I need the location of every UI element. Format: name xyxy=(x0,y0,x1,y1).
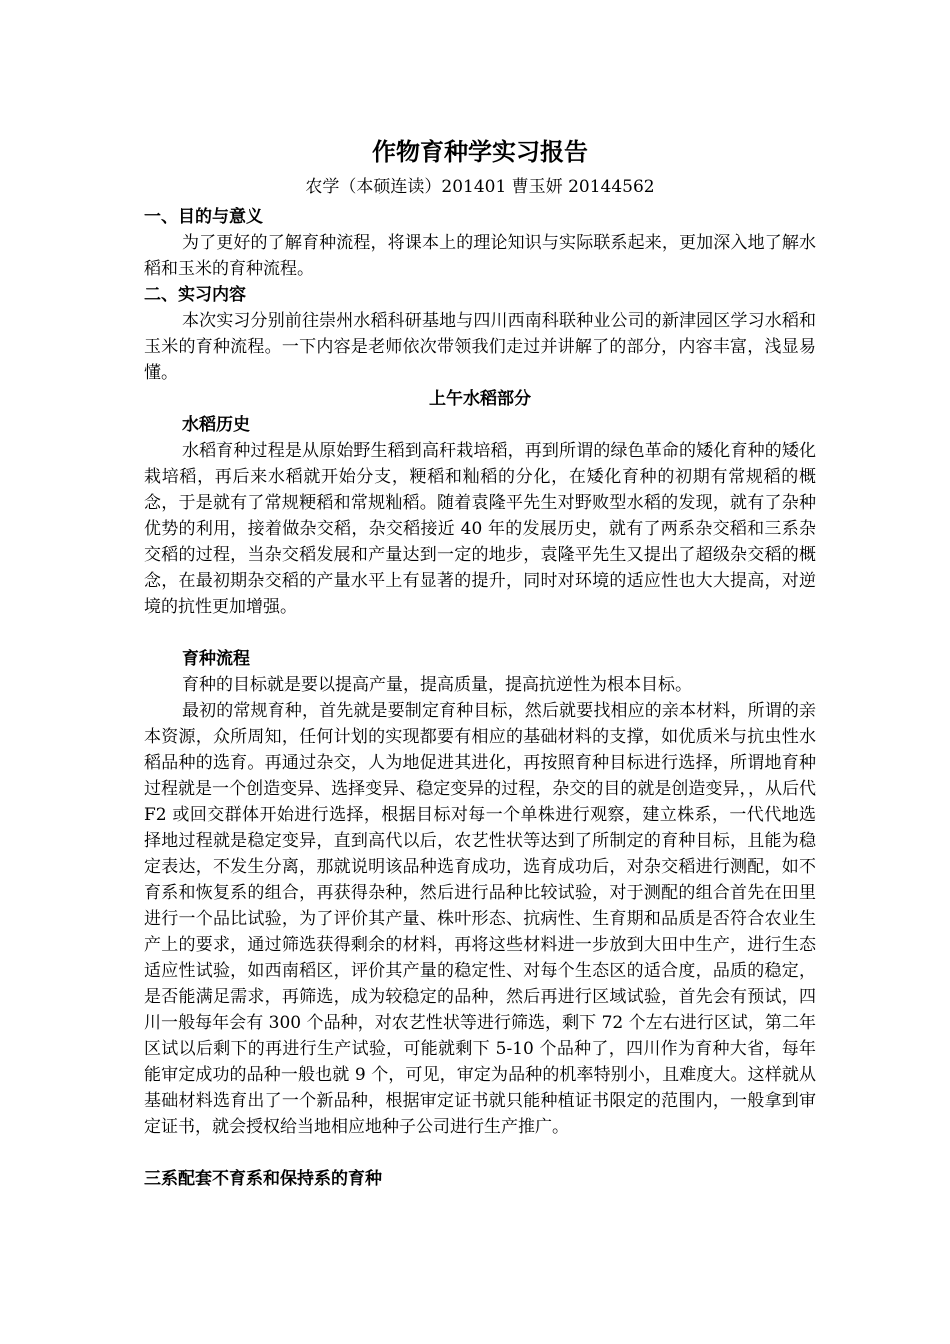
blank-line xyxy=(144,1140,816,1166)
blank-line xyxy=(144,620,816,646)
section-heading-purpose: 一、目的与意义 xyxy=(144,207,263,227)
paragraph-content: 本次实习分别前往崇州水稻科研基地与四川西南科联种业公司的新津园区学习水稻和玉米的育种流程。一下内容是老师依次带领我们走过并讲解了的部分，内容丰富，浅显易懂。 xyxy=(144,311,816,383)
paragraph-breeding-goal: 育种的目标就是要以提高产量，提高质量，提高抗逆性为根本目标。 xyxy=(182,675,692,695)
paragraph-rice-history: 水稻育种过程是从原始野生稻到高秆栽培稻，再到所谓的绿色革命的矮化育种的矮化栽培稻，再后来水稻就开始分支，粳稻和籼稻的分化，在矮化育种的初期有常规稻的概念，于是就有了常规粳稻和常规籼稻。随着袁隆平先生对野败型水稻的发现，就有了杂种优势的利用，接着做杂交稻，杂交稻接近 40 年的发展历史，就有了两系杂交稻和三系杂交稻的过程，当杂交稻发展和产量达到一定的地步，袁隆平先生又提出了超级杂交稻的概念，在最初期杂交稻的产量水平上有显著的提升，同时对环境的适应性也大大提高，对逆境的抗性更加增强。 xyxy=(144,441,816,617)
paragraph-purpose: 为了更好的了解育种流程，将课本上的理论知识与实际联系起来，更加深入地了解水稻和玉米的育种流程。 xyxy=(144,233,816,279)
section-heading-content: 二、实习内容 xyxy=(144,285,246,305)
part-heading-rice: 上午水稻部分 xyxy=(429,389,531,409)
subheading-breeding-process: 育种流程 xyxy=(182,649,250,669)
document-body xyxy=(144,132,816,1192)
author-line: 农学（本硕连读）201401 曹玉妍 20144562 xyxy=(305,177,655,197)
subheading-rice-history: 水稻历史 xyxy=(182,415,250,435)
document-title: 作物育种学实习报告 xyxy=(372,138,588,166)
section-heading-three-line: 三系配套不育系和保持系的育种 xyxy=(144,1169,382,1189)
paragraph-breeding-steps: 最初的常规育种，首先就是要制定育种目标，然后就要找相应的亲本材料，所谓的亲本资源，众所周知，任何计划的实现都要有相应的基础材料的支撑，如优质米与抗虫性水稻品种的选育。再通过杂交，人为地促进其进化，再按照育种目标进行选择，所谓地育种过程就是一个创造变异、选择变异、稳定变异的过程，杂交的目的就是创造变异，，从后代 F2 或回交群体开始进行选择，根据目标对每一个单株进行观察，建立株系，一代代地选择地过程就是稳定变异，直到高代以后，农艺性状等达到了所制定的育种目标，且能为稳定表达，不发生分离，那就说明该品种选育成功，选育成功后，对杂交稻进行测配，如不育系和恢复系的组合，再获得杂种，然后进行品种比较试验，对于测配的组合首先在田里进行一个品比试验，为了评价其产量、株叶形态、抗病性、生育期和品质是否符合农业生产上的要求，通过筛选获得剩余的材料，再将这些材料进一步放到大田中生产，进行生态适应性试验，如西南稻区，评价其产量的稳定性、对每个生态区的适合度，品质的稳定，是否能满足需求，再筛选，成为较稳定的品种，然后再进行区域试验，首先会有预试，四川一般每年会有 300 个品种，对农艺性状等进行筛选，剩下 72 个左右进行区试，第二年区试以后剩下的再进行生产试验，可能就剩下 5-10 个品种了，四川作为育种大省，每年能审定成功的品种一般也就 9 个，可见，审定为品种的机率特别小，且难度大。这样就从基础材料选育出了一个新品种，根据审定证书就只能种植证书限定的范围内，一般拿到审定证书，就会授权给当地相应地种子公司进行生产推广。 xyxy=(144,701,816,1137)
